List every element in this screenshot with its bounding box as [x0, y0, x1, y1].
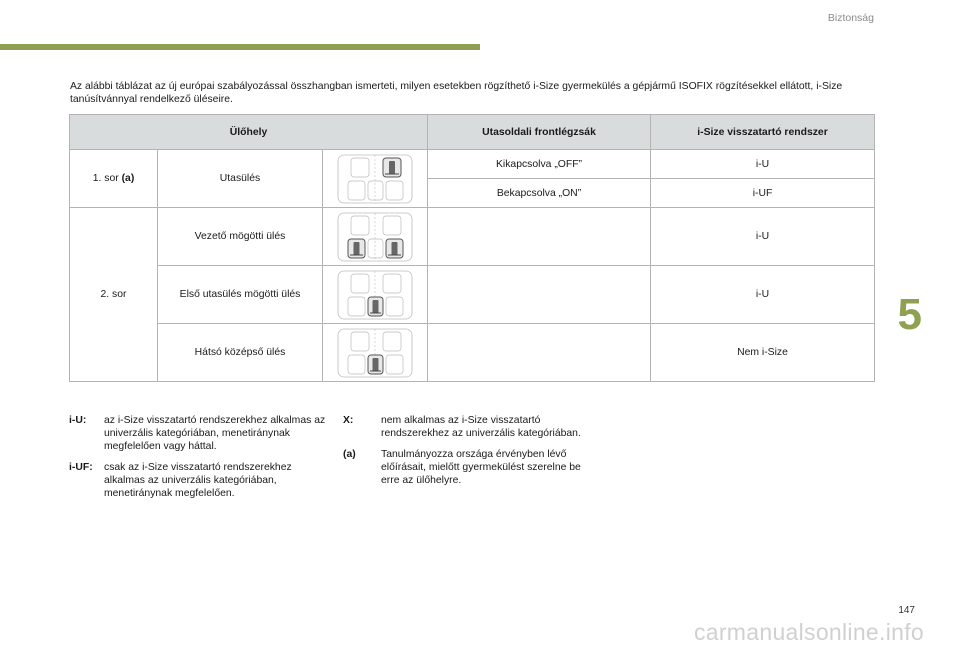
system-category: i-UF — [651, 179, 875, 208]
seat-front-left — [351, 158, 369, 177]
seat-diagram-cell — [323, 324, 428, 382]
intro-paragraph: Az alábbi táblázat az új európai szabályozással összhangban ismerteti, milyen esetekben rögzíthető i-Size gyermekülés a gépjármű ISOFIX rögzítésekkel ellátott, i-Size tanúsítvánnyal rendelkező üléseire. — [70, 81, 843, 106]
legend-term: (a) — [343, 449, 356, 460]
seat-rear-left-highlighted — [348, 239, 365, 258]
seat-front-left — [351, 332, 369, 351]
car-seat-map-icon — [333, 154, 417, 204]
legend-desc: nem alkalmas az i-Size visszatartó rendszerekhez az univerzális kategóriában. — [381, 415, 581, 439]
seat-rear-left — [348, 297, 365, 316]
table-row — [70, 150, 875, 179]
legend-item-a — [343, 448, 583, 487]
airbag-state: Bekapcsolva „ON” — [428, 179, 651, 208]
seat-rear-center-highlighted — [368, 355, 383, 374]
airbag-state: Kikapcsolva „OFF” — [428, 150, 651, 179]
seat-rear-left — [348, 355, 365, 374]
legend-left — [69, 414, 327, 508]
seat-front-right — [383, 274, 401, 293]
page-number: 147 — [898, 605, 915, 616]
row-label-text: 1. sor — [92, 173, 122, 184]
seat-name: Első utasülés mögötti ülés — [158, 266, 323, 324]
seat-rear-center-highlighted — [368, 297, 383, 316]
table-row — [70, 266, 875, 324]
seat-diagram-cell — [323, 266, 428, 324]
header-airbag: Utasoldali frontlégzsák — [428, 115, 651, 150]
system-category: i-U — [651, 208, 875, 266]
isize-table — [69, 114, 875, 382]
seat-rear-right — [386, 181, 403, 200]
legend-right — [343, 414, 583, 495]
legend-item-iu — [69, 414, 327, 453]
system-category: Nem i-Size — [651, 324, 875, 382]
seat-diagram-cell — [323, 150, 428, 208]
seat-name: Vezető mögötti ülés — [158, 208, 323, 266]
legend-item-iuf — [69, 461, 327, 500]
car-seat-map-icon — [333, 212, 417, 262]
header-system: i-Size visszatartó rendszer — [651, 115, 875, 150]
watermark: carmanualsonline.info — [693, 619, 924, 645]
legend-item-x — [343, 414, 583, 440]
table-row — [70, 208, 875, 266]
header-accent-bar — [0, 44, 480, 50]
car-seat-map-icon — [333, 328, 417, 378]
seat-front-right — [383, 332, 401, 351]
table-row — [70, 324, 875, 382]
legend-term: i-UF: — [69, 462, 93, 473]
table-header-row — [70, 115, 875, 150]
seat-rear-left — [348, 181, 365, 200]
seat-front-left — [351, 216, 369, 235]
chapter-number: 5 — [897, 290, 922, 339]
seat-name: Utasülés — [158, 150, 323, 208]
system-category: i-U — [651, 266, 875, 324]
seat-front-left — [351, 274, 369, 293]
seat-rear-right — [386, 297, 403, 316]
section-title: Biztonság — [827, 12, 874, 24]
legend-desc: az i-Size visszatartó rendszerekhez alkalmas az univerzális kategóriában, menetiránynak megfelelően vagy háttal. — [104, 415, 326, 452]
legend-term: i-U: — [69, 415, 87, 426]
seat-rear-right — [386, 355, 403, 374]
airbag-state — [428, 266, 651, 324]
legend-desc: csak az i-Size visszatartó rendszerekhez alkalmas az univerzális kategóriában, menetiránynak megfelelően. — [104, 462, 292, 499]
airbag-state — [428, 208, 651, 266]
row-label-1 — [70, 150, 158, 208]
legend-term: X: — [343, 415, 354, 426]
airbag-state — [428, 324, 651, 382]
seat-rear-right-highlighted — [386, 239, 403, 258]
row-label-ref: (a) — [121, 173, 135, 184]
legend-desc: Tanulmányozza országa érvényben lévő előírásait, mielőtt gyermekülést szerelne be erre az ülőhelyre. — [381, 449, 581, 486]
seat-rear-center — [368, 239, 383, 258]
system-category: i-U — [651, 150, 875, 179]
header-seat: Ülőhely — [70, 115, 428, 150]
seat-front-right-highlighted — [383, 158, 401, 177]
seat-rear-center — [368, 181, 383, 200]
car-seat-map-icon — [333, 270, 417, 320]
seat-name: Hátsó középső ülés — [158, 324, 323, 382]
seat-front-right — [383, 216, 401, 235]
seat-diagram-cell — [323, 208, 428, 266]
row-label-2: 2. sor — [70, 208, 158, 382]
